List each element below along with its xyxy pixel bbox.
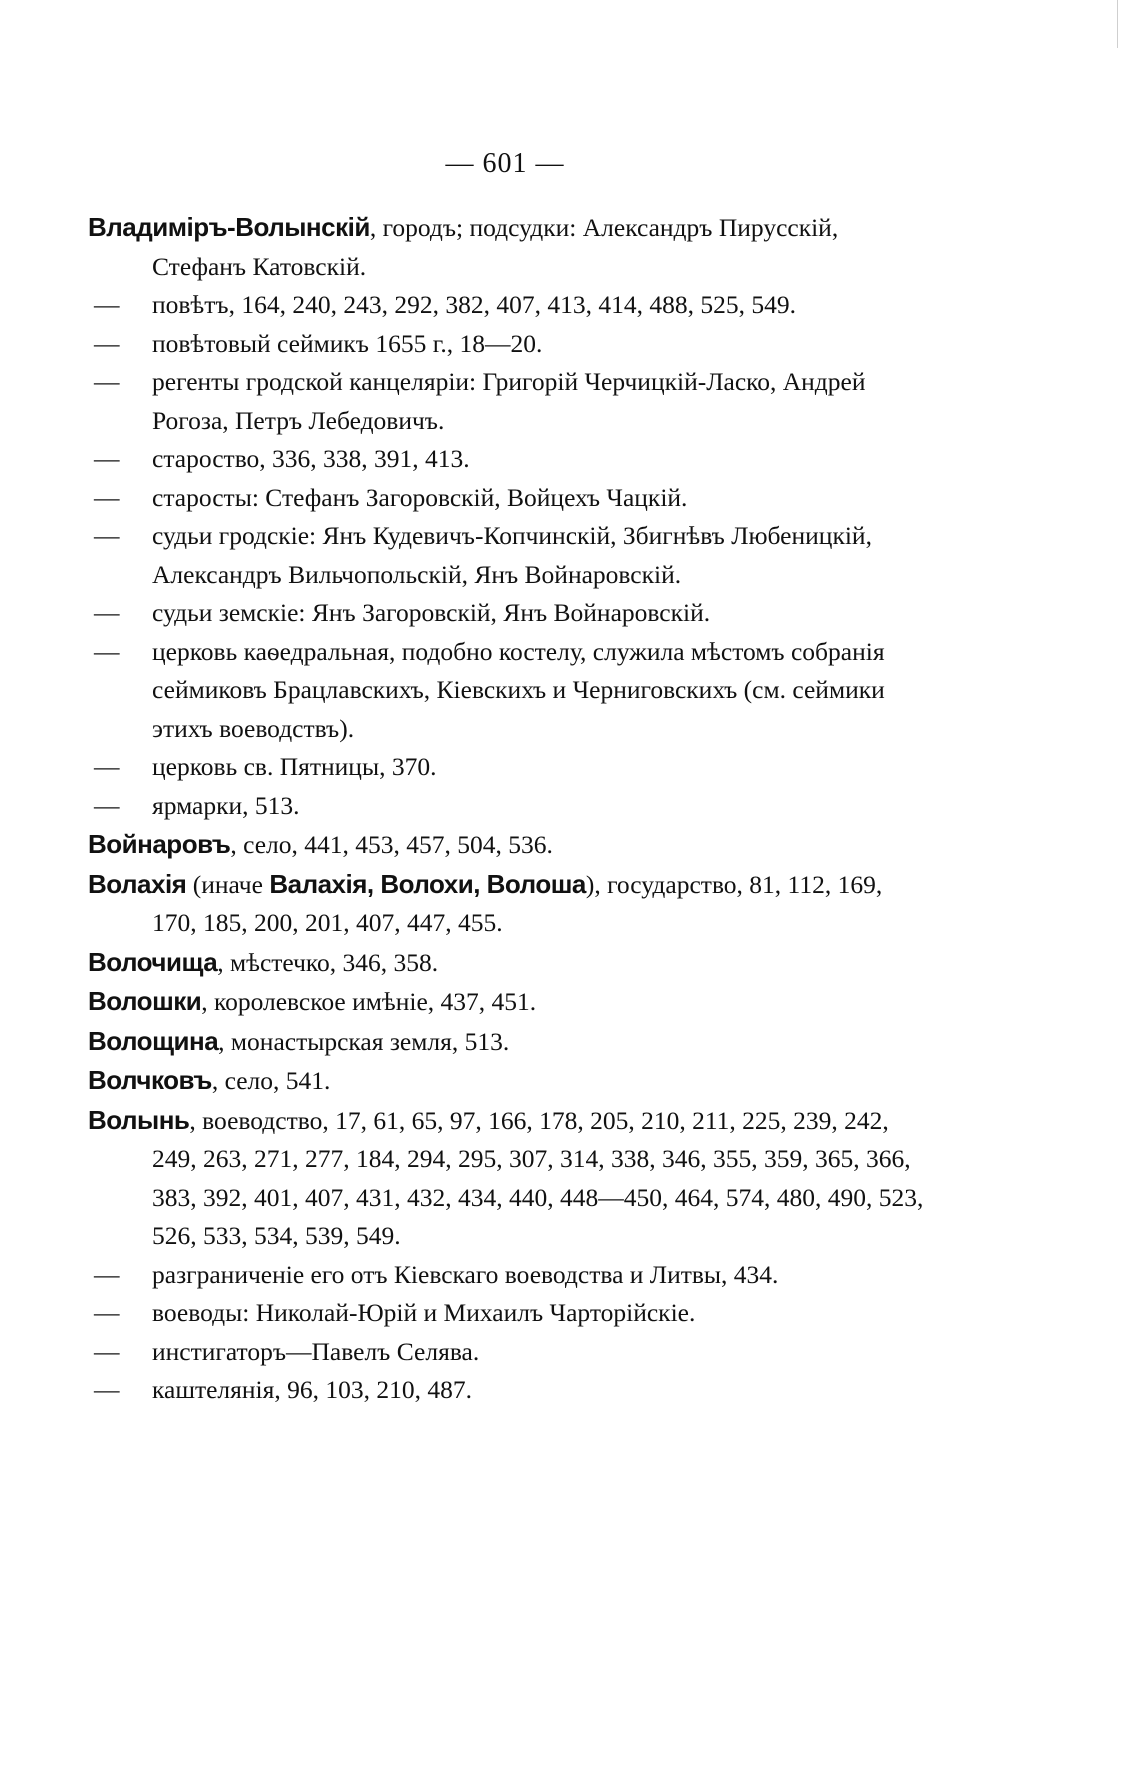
- dash-mark: —: [94, 444, 120, 473]
- sub-entry: [88, 440, 928, 479]
- index-entry: [88, 1022, 928, 1062]
- dash-mark: —: [94, 1375, 120, 1404]
- dash-mark: —: [94, 328, 120, 358]
- sub-entry: [88, 286, 928, 325]
- entry-headword: Владиміръ-Волынскій: [88, 212, 370, 242]
- sub-entry: [88, 633, 928, 749]
- sub-entry: [88, 1256, 928, 1295]
- sub-entry-text: судьи гродскіе: Янъ Кудевичъ-Копчинскій, Збигнѣвъ Любеницкій, Александръ Вильчопольскій, Янъ Войнаровскій.: [152, 521, 872, 589]
- sub-entry-text: регенты гродской канцеляріи: Григорій Черчицкій-Ласко, Андрей Рогоза, Петръ Лебедовичъ.: [152, 367, 866, 435]
- dash-mark: —: [94, 598, 120, 627]
- dash-mark: —: [94, 636, 120, 666]
- entry-text: ), государство, 81, 112, 169, 170, 185, 200, 201, 407, 447, 455.: [152, 869, 883, 937]
- sub-entry-text: повѣтовый сеймикъ 1655 г., 18—20.: [152, 328, 543, 358]
- entry-text: , село, 441, 453, 457, 504, 536.: [230, 830, 553, 859]
- sub-entry: [88, 325, 928, 364]
- sub-entry: [88, 517, 928, 594]
- dash-mark: —: [94, 752, 120, 781]
- entry-headword: Волчковъ: [88, 1065, 212, 1095]
- page-edge-line: [1117, 0, 1118, 48]
- sub-entry-text: повѣтъ, 164, 240, 243, 292, 382, 407, 413, 414, 488, 525, 549.: [152, 290, 796, 319]
- sub-entry: [88, 1371, 928, 1410]
- entry-text: , село, 541.: [211, 1066, 331, 1095]
- sub-entry: [88, 787, 928, 826]
- dash-mark: —: [94, 521, 120, 550]
- sub-entry-text: разграниченіе его отъ Кіевскаго воеводства и Литвы, 434.: [152, 1259, 779, 1289]
- index-entry: [88, 1061, 928, 1101]
- dash-mark: —: [94, 1336, 120, 1366]
- entry-alt-headwords: Валахія, Волохи, Волоша: [269, 868, 586, 899]
- sub-entry: [88, 748, 928, 787]
- sub-entry-text: ярмарки, 513.: [152, 790, 300, 820]
- sub-entry-text: судьи земскіе: Янъ Загоровскій, Янъ Войнаровскій.: [152, 598, 711, 627]
- index-entry: [88, 982, 928, 1022]
- dash-mark: —: [94, 1298, 120, 1327]
- entry-headword: Волошки: [88, 986, 202, 1016]
- sub-entry-text: старосты: Стефанъ Загоровскій, Войцехъ Чацкій.: [152, 482, 688, 512]
- page-number: — 601 —: [445, 148, 565, 179]
- dash-mark: —: [94, 367, 120, 396]
- entry-headword: Волахія: [88, 868, 187, 899]
- dash-mark: —: [94, 1259, 120, 1289]
- entry-text: , королевское имѣніе, 437, 451.: [201, 987, 537, 1016]
- index-entry: [88, 865, 928, 943]
- sub-entry: [88, 594, 928, 633]
- sub-entry: [88, 479, 928, 518]
- entry-text: , городъ; подсудки: Александръ Пирусскій, Стефанъ Катовскій.: [152, 213, 839, 281]
- entry-text: (иначе: [186, 869, 270, 899]
- sub-entry-text: воеводы: Николай-Юрій и Михаилъ Чарторійскіе.: [152, 1298, 696, 1327]
- entry-headword: Волочища: [88, 946, 218, 977]
- sub-entry-text: каштелянія, 96, 103, 210, 487.: [152, 1375, 472, 1404]
- entry-headword: Волынь: [88, 1104, 190, 1135]
- sub-entry: [88, 1294, 928, 1333]
- index-entry: [88, 1101, 928, 1256]
- index-entry: [88, 825, 928, 865]
- sub-entry-text: инстигаторъ—Павелъ Селява.: [152, 1336, 480, 1366]
- dash-mark: —: [94, 482, 120, 512]
- index-entries: [88, 208, 928, 1410]
- entry-text: , мѣстечко, 346, 358.: [217, 947, 439, 977]
- dash-mark: —: [94, 290, 120, 319]
- dash-mark: —: [94, 790, 120, 820]
- entry-text: , воеводство, 17, 61, 65, 97, 166, 178, 205, 210, 211, 225, 239, 242, 249, 263, 271, 277, 184, 294, 295, 307, 314, 338, 346, 355, 359, 365, 366, 383, 392, 401, 407, 431, 432, 434, 440, 448—450, 464, 574, 480, 490, 523, 526, 533, 534, 539, 549.: [152, 1105, 924, 1250]
- entry-headword: Войнаровъ: [88, 829, 231, 859]
- entry-text: , монастырская земля, 513.: [218, 1026, 510, 1056]
- entry-headword: Волощина: [88, 1025, 219, 1056]
- sub-entry-text: церковь каѳедральная, подобно костелу, служила мѣстомъ собранія сеймиковъ Брацлавскихъ, Кіевскихъ и Черниговскихъ (см. сеймики этихъ воеводствъ).: [152, 636, 885, 743]
- sub-entry-text: церковь св. Пятницы, 370.: [152, 752, 437, 781]
- index-entry: [88, 208, 928, 286]
- sub-entry: [88, 363, 928, 440]
- index-entry: [88, 943, 928, 983]
- sub-entry-text: староство, 336, 338, 391, 413.: [152, 444, 470, 473]
- sub-entry: [88, 1333, 928, 1372]
